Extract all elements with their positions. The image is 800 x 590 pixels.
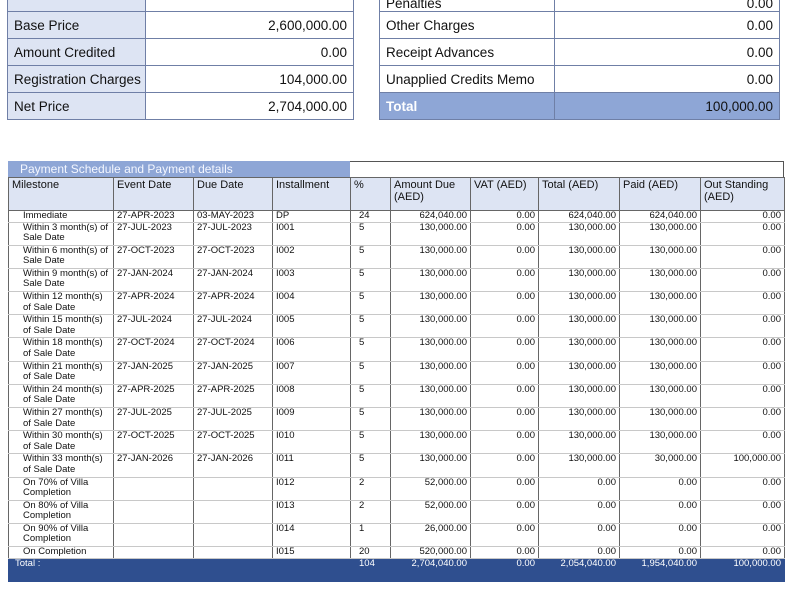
table-cell: 0.00 bbox=[471, 338, 539, 361]
table-cell: 0.00 bbox=[701, 222, 785, 245]
summary-value: 0.00 bbox=[555, 12, 780, 39]
table-cell: Within 3 month(s) of Sale Date bbox=[9, 222, 114, 245]
table-cell: 0.00 bbox=[701, 477, 785, 500]
table-cell: 130,000.00 bbox=[539, 222, 620, 245]
summary-label bbox=[8, 0, 146, 12]
schedule-table bbox=[8, 177, 785, 582]
column-header: Milestone bbox=[9, 178, 114, 211]
table-cell: 30,000.00 bbox=[620, 454, 701, 477]
table-cell: I014 bbox=[273, 523, 351, 546]
table-row bbox=[9, 361, 785, 384]
table-cell: On Completion bbox=[9, 547, 114, 559]
table-cell: 130,000.00 bbox=[620, 431, 701, 454]
schedule-title: Payment Schedule and Payment details bbox=[8, 161, 350, 177]
table-cell bbox=[194, 477, 273, 500]
table-cell: On 90% of Villa Completion bbox=[9, 523, 114, 546]
table-cell: 130,000.00 bbox=[539, 408, 620, 431]
table-cell: 130,000.00 bbox=[620, 292, 701, 315]
table-cell: 5 bbox=[351, 268, 391, 291]
total-cell: 0.00 bbox=[471, 559, 539, 582]
table-cell: 0.00 bbox=[701, 268, 785, 291]
total-row bbox=[9, 559, 785, 582]
column-header: Event Date bbox=[114, 178, 194, 211]
table-cell: I013 bbox=[273, 500, 351, 523]
table-cell: 0.00 bbox=[471, 384, 539, 407]
table-cell: 0.00 bbox=[620, 523, 701, 546]
table-row bbox=[9, 454, 785, 477]
table-cell: 27-JAN-2024 bbox=[114, 268, 194, 291]
table-row bbox=[9, 477, 785, 500]
table-cell: 27-JUL-2024 bbox=[194, 315, 273, 338]
table-cell: 0.00 bbox=[701, 211, 785, 223]
table-cell: 0.00 bbox=[471, 268, 539, 291]
table-cell: 27-JAN-2024 bbox=[194, 268, 273, 291]
table-cell bbox=[194, 547, 273, 559]
summary-value: 0.00 bbox=[146, 39, 354, 66]
column-header: VAT (AED) bbox=[471, 178, 539, 211]
column-header: Paid (AED) bbox=[620, 178, 701, 211]
table-cell: 27-JUL-2023 bbox=[114, 222, 194, 245]
table-row bbox=[9, 384, 785, 407]
table-cell: Within 24 month(s) of Sale Date bbox=[9, 384, 114, 407]
table-cell: 24 bbox=[351, 211, 391, 223]
table-cell: I006 bbox=[273, 338, 351, 361]
table-cell: 0.00 bbox=[539, 523, 620, 546]
table-cell: 0.00 bbox=[620, 500, 701, 523]
table-cell: 2 bbox=[351, 477, 391, 500]
price-summary-right bbox=[379, 0, 780, 120]
table-cell bbox=[114, 523, 194, 546]
table-cell: I011 bbox=[273, 454, 351, 477]
summary-row bbox=[8, 12, 354, 39]
table-cell: Within 30 month(s) of Sale Date bbox=[9, 431, 114, 454]
table-cell: Within 15 month(s) of Sale Date bbox=[9, 315, 114, 338]
table-cell: 130,000.00 bbox=[391, 292, 471, 315]
table-cell: 0.00 bbox=[471, 500, 539, 523]
summary-value bbox=[146, 0, 354, 12]
table-cell bbox=[194, 523, 273, 546]
table-cell: 130,000.00 bbox=[620, 245, 701, 268]
table-cell: 5 bbox=[351, 292, 391, 315]
summary-label: Other Charges bbox=[380, 12, 555, 39]
table-cell: 130,000.00 bbox=[391, 408, 471, 431]
table-cell: 130,000.00 bbox=[391, 268, 471, 291]
table-cell: 5 bbox=[351, 338, 391, 361]
table-cell: I009 bbox=[273, 408, 351, 431]
column-header: Installment bbox=[273, 178, 351, 211]
payment-schedule bbox=[8, 161, 784, 582]
summary-label: Base Price bbox=[8, 12, 146, 39]
table-cell: I001 bbox=[273, 222, 351, 245]
table-cell: Within 18 month(s) of Sale Date bbox=[9, 338, 114, 361]
table-cell: 130,000.00 bbox=[620, 268, 701, 291]
summary-row bbox=[8, 93, 354, 120]
summary-label: Receipt Advances bbox=[380, 39, 555, 66]
table-cell: 130,000.00 bbox=[539, 361, 620, 384]
table-cell: Within 6 month(s) of Sale Date bbox=[9, 245, 114, 268]
summary-row bbox=[8, 0, 354, 12]
table-cell: 0.00 bbox=[701, 547, 785, 559]
table-cell: 130,000.00 bbox=[620, 384, 701, 407]
summary-row bbox=[8, 66, 354, 93]
column-header: % bbox=[351, 178, 391, 211]
table-cell: 27-JAN-2026 bbox=[114, 454, 194, 477]
summary-value: 0.00 bbox=[555, 66, 780, 93]
table-cell: 27-JUL-2025 bbox=[194, 408, 273, 431]
table-row bbox=[9, 500, 785, 523]
table-cell: 5 bbox=[351, 245, 391, 268]
total-cell: Total : bbox=[9, 559, 114, 582]
column-header: Amount Due (AED) bbox=[391, 178, 471, 211]
summary-value: 0.00 bbox=[555, 39, 780, 66]
table-cell: 130,000.00 bbox=[539, 315, 620, 338]
table-cell: 0.00 bbox=[471, 245, 539, 268]
table-cell: 0.00 bbox=[471, 477, 539, 500]
table-cell: 130,000.00 bbox=[539, 338, 620, 361]
table-cell: 52,000.00 bbox=[391, 477, 471, 500]
table-cell: Within 21 month(s) of Sale Date bbox=[9, 361, 114, 384]
table-cell: I010 bbox=[273, 431, 351, 454]
summary-label: Penalties bbox=[380, 0, 555, 12]
table-cell: 130,000.00 bbox=[539, 384, 620, 407]
table-cell: 0.00 bbox=[471, 523, 539, 546]
total-cell bbox=[273, 559, 351, 582]
price-summary-left bbox=[7, 0, 354, 120]
table-cell: 0.00 bbox=[471, 292, 539, 315]
table-cell: 624,040.00 bbox=[620, 211, 701, 223]
table-cell: 0.00 bbox=[471, 222, 539, 245]
table-cell: I007 bbox=[273, 361, 351, 384]
table-cell: 0.00 bbox=[471, 211, 539, 223]
table-cell: 130,000.00 bbox=[620, 408, 701, 431]
table-cell: 624,040.00 bbox=[539, 211, 620, 223]
summary-row bbox=[380, 12, 780, 39]
table-cell: 0.00 bbox=[701, 408, 785, 431]
table-cell: 0.00 bbox=[471, 431, 539, 454]
summary-label: Registration Charges bbox=[8, 66, 146, 93]
table-cell: 27-OCT-2024 bbox=[114, 338, 194, 361]
table-cell: 624,040.00 bbox=[391, 211, 471, 223]
summary-label: Unapplied Credits Memo bbox=[380, 66, 555, 93]
table-cell: 520,000.00 bbox=[391, 547, 471, 559]
summary-value: 104,000.00 bbox=[146, 66, 354, 93]
table-cell: 27-OCT-2023 bbox=[194, 245, 273, 268]
table-row bbox=[9, 338, 785, 361]
table-cell: 130,000.00 bbox=[539, 268, 620, 291]
table-cell: 27-JAN-2026 bbox=[194, 454, 273, 477]
table-cell: 52,000.00 bbox=[391, 500, 471, 523]
table-cell: Within 33 month(s) of Sale Date bbox=[9, 454, 114, 477]
total-cell: 2,704,040.00 bbox=[391, 559, 471, 582]
table-cell: 0.00 bbox=[701, 431, 785, 454]
table-cell: 1 bbox=[351, 523, 391, 546]
table-cell: 130,000.00 bbox=[391, 315, 471, 338]
table-cell: 0.00 bbox=[471, 547, 539, 559]
table-row bbox=[9, 245, 785, 268]
table-cell: 0.00 bbox=[471, 408, 539, 431]
table-cell: 130,000.00 bbox=[391, 431, 471, 454]
table-cell: 0.00 bbox=[701, 292, 785, 315]
table-cell: 20 bbox=[351, 547, 391, 559]
summary-row bbox=[380, 39, 780, 66]
table-cell: 5 bbox=[351, 408, 391, 431]
table-cell: Within 12 month(s) of Sale Date bbox=[9, 292, 114, 315]
table-cell bbox=[114, 500, 194, 523]
table-cell: On 80% of Villa Completion bbox=[9, 500, 114, 523]
table-row bbox=[9, 523, 785, 546]
summary-value: 0.00 bbox=[555, 0, 780, 12]
table-cell: DP bbox=[273, 211, 351, 223]
total-cell: 1,954,040.00 bbox=[620, 559, 701, 582]
table-row bbox=[9, 408, 785, 431]
table-row bbox=[9, 431, 785, 454]
table-cell: 130,000.00 bbox=[620, 315, 701, 338]
table-cell: 130,000.00 bbox=[391, 454, 471, 477]
summary-value: 100,000.00 bbox=[555, 93, 780, 120]
table-row bbox=[9, 222, 785, 245]
table-cell: I015 bbox=[273, 547, 351, 559]
table-row bbox=[9, 292, 785, 315]
table-row bbox=[9, 547, 785, 559]
table-cell: 0.00 bbox=[620, 477, 701, 500]
table-cell: 0.00 bbox=[539, 547, 620, 559]
summary-row bbox=[8, 39, 354, 66]
table-cell: Within 9 month(s) of Sale Date bbox=[9, 268, 114, 291]
table-cell: 130,000.00 bbox=[391, 222, 471, 245]
table-cell: 0.00 bbox=[471, 361, 539, 384]
total-cell: 104 bbox=[351, 559, 391, 582]
table-cell: 0.00 bbox=[471, 315, 539, 338]
table-cell: 27-APR-2024 bbox=[194, 292, 273, 315]
table-cell: 130,000.00 bbox=[391, 245, 471, 268]
table-cell: 0.00 bbox=[701, 315, 785, 338]
table-cell bbox=[194, 500, 273, 523]
table-cell: On 70% of Villa Completion bbox=[9, 477, 114, 500]
summary-label: Total bbox=[380, 93, 555, 120]
table-cell: I004 bbox=[273, 292, 351, 315]
table-cell: 5 bbox=[351, 315, 391, 338]
table-cell: 0.00 bbox=[539, 477, 620, 500]
summary-value: 2,704,000.00 bbox=[146, 93, 354, 120]
table-cell: 0.00 bbox=[701, 384, 785, 407]
summary-label: Amount Credited bbox=[8, 39, 146, 66]
table-cell: 130,000.00 bbox=[539, 431, 620, 454]
table-cell: 27-APR-2023 bbox=[114, 211, 194, 223]
table-cell: 27-OCT-2025 bbox=[114, 431, 194, 454]
table-cell: 27-JUL-2023 bbox=[194, 222, 273, 245]
table-cell: 0.00 bbox=[471, 454, 539, 477]
table-cell: 130,000.00 bbox=[391, 384, 471, 407]
table-cell: I002 bbox=[273, 245, 351, 268]
table-cell: I005 bbox=[273, 315, 351, 338]
table-cell: 5 bbox=[351, 361, 391, 384]
table-cell: 130,000.00 bbox=[620, 222, 701, 245]
table-cell: I012 bbox=[273, 477, 351, 500]
summary-row bbox=[380, 66, 780, 93]
table-cell: 130,000.00 bbox=[620, 361, 701, 384]
table-cell: 0.00 bbox=[701, 338, 785, 361]
table-cell: 0.00 bbox=[701, 361, 785, 384]
table-cell: 27-JAN-2025 bbox=[194, 361, 273, 384]
column-header: Due Date bbox=[194, 178, 273, 211]
table-cell: 27-OCT-2023 bbox=[114, 245, 194, 268]
table-cell: Immediate bbox=[9, 211, 114, 223]
table-cell: 5 bbox=[351, 384, 391, 407]
table-cell: 27-APR-2024 bbox=[114, 292, 194, 315]
table-cell: 100,000.00 bbox=[701, 454, 785, 477]
table-cell: 27-OCT-2025 bbox=[194, 431, 273, 454]
table-cell: 0.00 bbox=[701, 500, 785, 523]
column-header: Out Standing (AED) bbox=[701, 178, 785, 211]
table-cell: 27-APR-2025 bbox=[194, 384, 273, 407]
summary-row bbox=[380, 0, 780, 12]
table-cell: 5 bbox=[351, 431, 391, 454]
table-cell: Within 27 month(s) of Sale Date bbox=[9, 408, 114, 431]
table-cell: 130,000.00 bbox=[620, 338, 701, 361]
table-cell: 0.00 bbox=[539, 500, 620, 523]
summary-row bbox=[380, 93, 780, 120]
schedule-header-row bbox=[9, 178, 785, 211]
table-cell: 27-JUL-2025 bbox=[114, 408, 194, 431]
table-cell: 5 bbox=[351, 222, 391, 245]
table-cell: 0.00 bbox=[701, 245, 785, 268]
table-cell: 130,000.00 bbox=[539, 292, 620, 315]
table-row bbox=[9, 211, 785, 223]
table-cell: 2 bbox=[351, 500, 391, 523]
table-cell bbox=[114, 547, 194, 559]
table-cell: 130,000.00 bbox=[391, 361, 471, 384]
table-cell bbox=[114, 477, 194, 500]
table-row bbox=[9, 315, 785, 338]
summary-value: 2,600,000.00 bbox=[146, 12, 354, 39]
total-cell bbox=[194, 559, 273, 582]
table-cell: 26,000.00 bbox=[391, 523, 471, 546]
table-cell: 130,000.00 bbox=[539, 245, 620, 268]
table-cell: 27-JAN-2025 bbox=[114, 361, 194, 384]
total-cell: 100,000.00 bbox=[701, 559, 785, 582]
table-cell: I003 bbox=[273, 268, 351, 291]
table-cell: 130,000.00 bbox=[391, 338, 471, 361]
table-cell: 27-OCT-2024 bbox=[194, 338, 273, 361]
table-cell: 27-APR-2025 bbox=[114, 384, 194, 407]
table-cell: 0.00 bbox=[620, 547, 701, 559]
table-cell: 130,000.00 bbox=[539, 454, 620, 477]
table-cell: 03-MAY-2023 bbox=[194, 211, 273, 223]
summary-label: Net Price bbox=[8, 93, 146, 120]
total-cell bbox=[114, 559, 194, 582]
table-cell: I008 bbox=[273, 384, 351, 407]
table-row bbox=[9, 268, 785, 291]
column-header: Total (AED) bbox=[539, 178, 620, 211]
table-cell: 27-JUL-2024 bbox=[114, 315, 194, 338]
table-cell: 5 bbox=[351, 454, 391, 477]
table-cell: 0.00 bbox=[701, 523, 785, 546]
total-cell: 2,054,040.00 bbox=[539, 559, 620, 582]
